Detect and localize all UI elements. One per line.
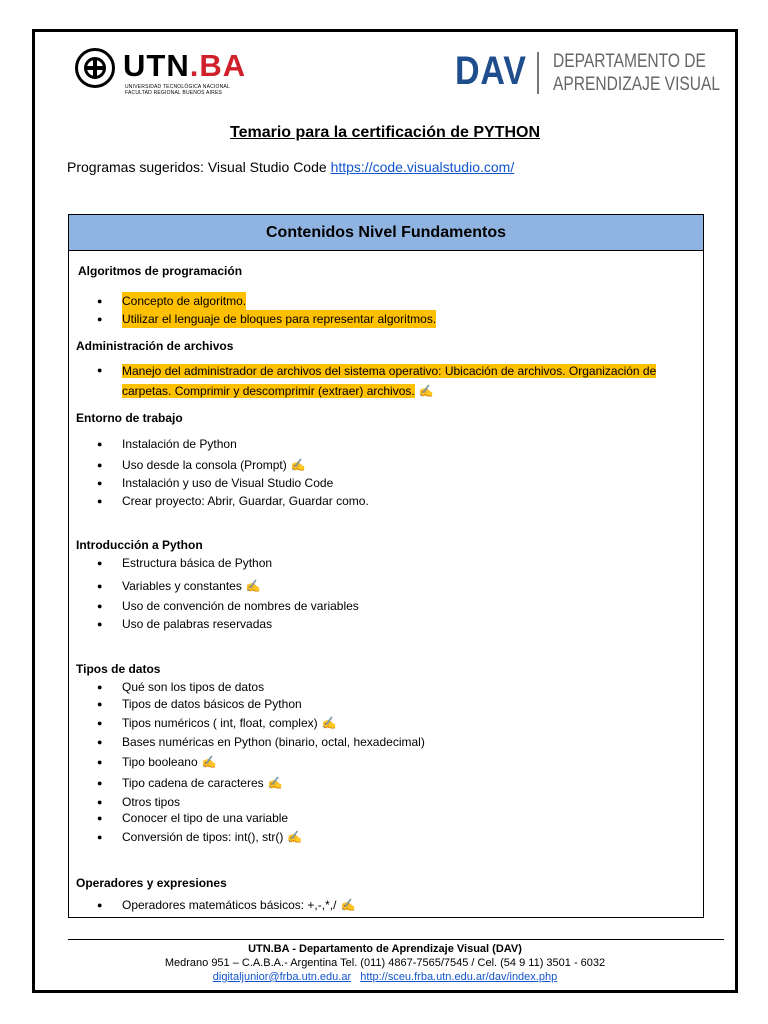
section-title-intro-python: Introducción a Python — [76, 538, 203, 552]
dav-logo-separator — [537, 52, 539, 94]
pen-icon: ✍ — [340, 898, 356, 912]
pen-icon: ✍ — [287, 830, 303, 844]
suggested-programs — [67, 158, 514, 176]
visual-studio-code-link[interactable]: https://code.visualstudio.com/ — [330, 159, 515, 175]
utn-emblem-icon — [75, 48, 115, 88]
utn-logo-wordmark: UTN.BA — [123, 48, 247, 83]
footer-org: UTN.BA - Departamento de Aprendizaje Visual (DAV) — [248, 943, 522, 955]
section-title-archivos: Administración de archivos — [76, 339, 234, 353]
pen-icon: ✍ — [267, 776, 283, 790]
utn-logo-subtitle-1: UNIVERSIDAD TECNOLÓGICA NACIONAL — [125, 84, 230, 90]
footer-links — [35, 970, 735, 984]
pen-icon: ✍ — [418, 384, 434, 398]
pen-icon: ✍ — [245, 579, 261, 593]
footer — [35, 942, 735, 984]
utn-ba-logo — [75, 48, 245, 108]
page-frame — [32, 29, 738, 993]
footer-website-link[interactable]: http://sceu.frba.utn.edu.ar/dav/index.php — [360, 971, 558, 983]
utn-logo-subtitle-2: FACULTAD REGIONAL BUENOS AIRES — [125, 90, 223, 96]
dav-acronym: DAV — [455, 49, 527, 93]
footer-divider — [68, 939, 724, 940]
footer-address: Medrano 951 – C.A.B.A.- Argentina Tel. (011) 4867-7565/7545 / Cel. (54 9 11) 3501 - 6032 — [164, 957, 606, 969]
document-title: Temario para la certificación de PYTHON — [229, 124, 541, 141]
contents-header: Contenidos Nivel Fundamentos — [69, 215, 703, 251]
section-title-operadores: Operadores y expresiones — [76, 876, 227, 890]
suggested-programs-label: Programas sugeridos: Visual Studio Code — [67, 159, 327, 175]
pen-icon: ✍ — [201, 755, 217, 769]
footer-email-link[interactable]: digitaljunior@frba.utn.edu.ar — [212, 971, 352, 983]
dav-logo-text: DEPARTAMENTO DE APRENDIZAJE VISUAL — [553, 51, 721, 95]
contents-table: Contenidos Nivel Fundamentos Algoritmos de programación ● Concepto de algoritmo. ● Utilizar el lenguaje de bloques para representar algoritmos. Administración de archivos ● Manejo del administrador de archivos del sistema operativo: Ubicación de archivos. Organización de carpetas. Comprimir y descomprimir (extraer) archivos. ✍ Entorno de trabajo ● Instalación de Python ● Uso desde la consola (Prompt) ✍ ● Instalación y uso de Visual Studio Code ● Crear proyecto: Abrir, Guardar, Guardar como. Introducción a Python ● Estructura básica de Python ● Variables y constantes ✍ ● Uso de convención de nombres de variables ● Uso de palabras reservadas Tipos de datos ● Qué son los tipos de datos ● Tipos de datos básicos de Python ● Tipos numéricos ( int, float, complex) ✍ ● Bases numéricas en Python (binario, octal, hexadecimal) ● Tipo booleano ✍ ● Tipo cadena de caracteres ✍ ● Otros tipos ● Conocer el tipo de una variable ● Conversión de tipos: int(), str() ✍ Operadores y expresiones ● Operadores matemáticos básicos: +,-,*,/ ✍ — [68, 214, 704, 918]
section-title-entorno: Entorno de trabajo — [76, 411, 183, 425]
dav-logo — [455, 48, 725, 98]
section-title-tipos-datos: Tipos de datos — [76, 662, 161, 676]
pen-icon: ✍ — [321, 716, 337, 730]
pen-icon: ✍ — [290, 458, 306, 472]
section-title-algoritmos: Algoritmos de programación — [78, 264, 243, 278]
